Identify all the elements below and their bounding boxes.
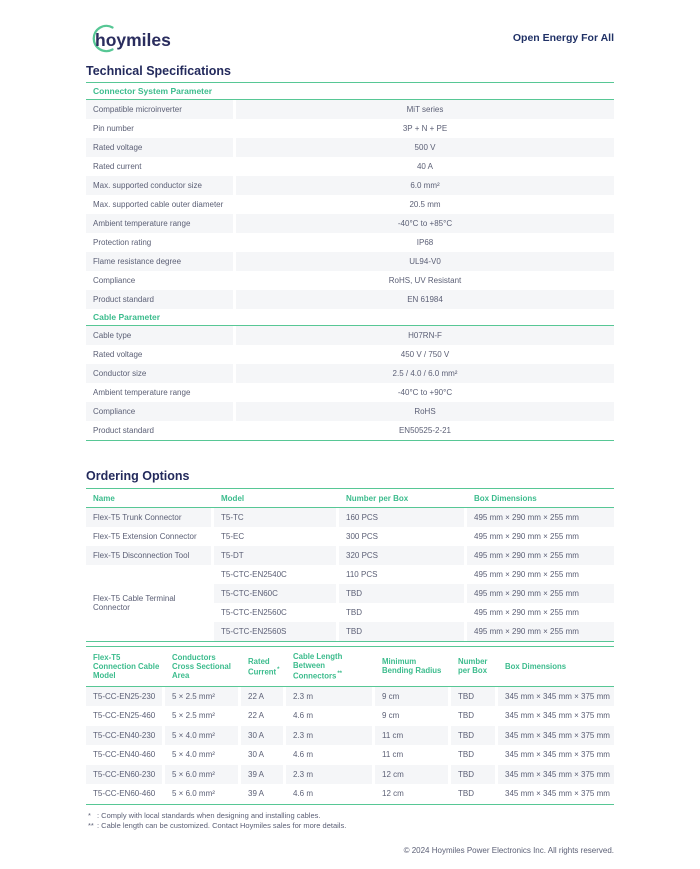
cell-qty: TBD [458, 711, 474, 721]
param-value: RoHS [236, 402, 614, 421]
cell-name: Flex-T5 Trunk Connector [86, 508, 211, 527]
cell-radius: 9 cm [382, 711, 400, 721]
table-row [86, 271, 614, 290]
cell-area: 5 × 6.0 mm² [165, 765, 238, 785]
table-row [86, 176, 614, 195]
cell-current: 39 A [248, 789, 265, 799]
cell-box: 495 mm × 290 mm × 255 mm [474, 608, 579, 617]
param-value: 20.5 mm [409, 200, 441, 209]
table-row [86, 364, 614, 383]
cell-model: T5-CC-EN60-230 [86, 765, 162, 785]
column-header: Minimum Bending Radius [382, 657, 442, 676]
cell-name: Flex-T5 Disconnection Tool [86, 546, 211, 565]
cell-model: T5-CC-EN25-230 [86, 687, 162, 707]
table-row [86, 138, 614, 157]
column-header: Flex-T5 Connection Cable Model [93, 652, 160, 680]
cell-box: 495 mm × 290 mm × 255 mm [467, 508, 614, 527]
cell-current: 22 A [241, 687, 283, 707]
connectors-table-header [86, 489, 614, 508]
param-value: 6.0 mm² [236, 176, 614, 195]
hoymiles-logo [86, 22, 182, 54]
column-header: Number per Box [458, 657, 488, 676]
cell-radius: 11 cm [382, 750, 404, 760]
footnote [86, 821, 614, 832]
param-value: UL94-V0 [236, 252, 614, 271]
cell-box: 495 mm × 290 mm × 255 mm [467, 546, 614, 565]
cell-current: 22 A [248, 711, 265, 721]
cell-radius: 9 cm [375, 687, 448, 707]
cell-qty: 110 PCS [346, 570, 378, 579]
param-label: Ambient temperature range [86, 214, 233, 233]
param-label: Compatible microinverter [86, 100, 233, 119]
table-row [86, 290, 614, 309]
cell-area: 5 × 6.0 mm² [172, 789, 215, 799]
cell-model: T5-CC-EN40-460 [93, 750, 156, 760]
column-header: Model [221, 493, 245, 503]
param-value: MiT series [236, 100, 614, 119]
cell-qty: TBD [339, 622, 464, 641]
cables-table-body [86, 687, 614, 804]
cell-qty: TBD [451, 765, 495, 785]
cell-box: 495 mm × 290 mm × 255 mm [467, 622, 614, 641]
param-value: H07RN-F [236, 326, 614, 345]
param-value: 2.5 / 4.0 / 6.0 mm² [236, 364, 614, 383]
footnote-text: : Cable length can be customized. Contact Hoymiles sales for more details. [97, 821, 347, 831]
footnote [86, 811, 614, 822]
connector-param-table [86, 100, 614, 309]
cable-param-table [86, 326, 614, 440]
param-label: Product standard [86, 290, 233, 309]
cell-area: 5 × 2.5 mm² [165, 687, 238, 707]
cell-model: T5-TC [214, 508, 336, 527]
cell-radius: 12 cm [382, 789, 404, 799]
cables-ordering-table [86, 646, 614, 805]
param-value: IP68 [416, 238, 434, 247]
cell-area: 5 × 4.0 mm² [165, 726, 238, 746]
section-heading-connector: Connector System Parameter [86, 83, 614, 100]
param-label: Rated voltage [86, 138, 233, 157]
cell-qty: 320 PCS [339, 546, 464, 565]
param-value: 40 A [416, 162, 433, 171]
param-label: Ambient temperature range [93, 388, 191, 397]
table-row [86, 421, 614, 440]
cell-model: T5-CC-EN40-230 [86, 726, 162, 746]
column-header: Cable Length Between Connectors** [293, 652, 343, 681]
cell-area: 5 × 2.5 mm² [172, 711, 215, 721]
param-value: -40°C to +85°C [236, 214, 614, 233]
param-value: 3P + N + PE [402, 124, 448, 133]
cell-model: T5-CC-EN60-460 [93, 789, 156, 799]
cell-box: 495 mm × 290 mm × 255 mm [474, 570, 579, 579]
cell-qty: TBD [451, 726, 495, 746]
cell-box: 345 mm × 345 mm × 375 mm [505, 711, 610, 721]
section-heading-cable: Cable Parameter [86, 309, 614, 326]
cell-qty: 160 PCS [339, 508, 464, 527]
table-row [86, 214, 614, 233]
footnote-marker: ** [88, 821, 94, 831]
cell-box: 345 mm × 345 mm × 375 mm [498, 765, 614, 785]
cell-length: 4.6 m [293, 789, 314, 799]
cell-name: Flex-T5 Extension Connector [93, 532, 197, 541]
param-label: Flame resistance degree [86, 252, 233, 271]
cell-radius: 12 cm [375, 765, 448, 785]
column-header: Conductors Cross Sectional Area [172, 652, 231, 680]
param-label: Cable type [86, 326, 233, 345]
cell-qty: TBD [339, 584, 464, 603]
cell-radius: 11 cm [375, 726, 448, 746]
brand-tagline: Open Energy For All [512, 32, 614, 44]
cell-model: T5-CTC-EN2560S [214, 622, 336, 641]
cell-model: T5-EC [221, 532, 245, 541]
column-header: Name [93, 493, 115, 503]
param-label: Rated voltage [93, 350, 143, 359]
connectors-ordering-table [86, 488, 614, 642]
param-value: EN 61984 [236, 290, 614, 309]
tech-specs-title: Technical Specifications [86, 64, 614, 83]
cell-merged-name: Flex-T5 Cable Terminal Connector [93, 594, 176, 612]
cell-qty: TBD [451, 687, 495, 707]
param-label: Compliance [93, 276, 136, 285]
cell-qty: TBD [346, 608, 362, 617]
cell-box: 495 mm × 290 mm × 255 mm [467, 584, 614, 603]
table-row [86, 326, 614, 345]
table-row [86, 157, 614, 176]
footnote-marker: ** [337, 671, 342, 677]
column-header: Box Dimensions [474, 493, 537, 503]
param-value: 500 V [236, 138, 614, 157]
table-row [86, 345, 614, 364]
footnote-marker: * [88, 810, 91, 820]
copyright-notice: © 2024 Hoymiles Power Electronics Inc. All rights reserved. [403, 845, 614, 855]
param-label: Pin number [93, 124, 134, 133]
cell-area: 5 × 4.0 mm² [172, 750, 215, 760]
footnote-marker: * [277, 666, 280, 673]
cell-qty: 300 PCS [346, 532, 379, 541]
cell-box: 345 mm × 345 mm × 375 mm [505, 789, 610, 799]
cell-length: 4.6 m [293, 750, 314, 760]
table-row [86, 119, 614, 138]
logo-wordmark: hoymiles [95, 30, 171, 50]
param-label: Product standard [93, 426, 154, 435]
ordering-options-title: Ordering Options [86, 469, 190, 483]
param-label: Max. supported cable outer diameter [93, 200, 224, 209]
param-label: Protection rating [93, 238, 152, 247]
table-row [86, 402, 614, 421]
footnotes [86, 811, 614, 832]
cell-model: T5-CTC-EN2560C [221, 608, 287, 617]
param-value: EN50525-2-21 [398, 426, 452, 435]
param-label: Max. supported conductor size [86, 176, 233, 195]
spec-tables [86, 83, 614, 441]
cell-length: 2.3 m [286, 687, 372, 707]
param-value: -40°C to +90°C [397, 388, 453, 397]
column-header: Rated Current* [248, 656, 280, 677]
cell-current: 30 A [241, 726, 283, 746]
table-row [86, 233, 614, 252]
cell-current: 39 A [241, 765, 283, 785]
cell-model: T5-CTC-EN60C [214, 584, 336, 603]
table-row [86, 100, 614, 119]
cell-qty: TBD [458, 789, 474, 799]
table-row [86, 252, 614, 271]
cell-current: 30 A [248, 750, 265, 760]
cell-qty: TBD [458, 750, 474, 760]
cell-model: T5-CTC-EN2540C [221, 570, 287, 579]
param-label: Compliance [86, 402, 233, 421]
page-header [86, 22, 614, 54]
cell-length: 2.3 m [286, 726, 372, 746]
cables-table-header [86, 647, 614, 687]
cell-model: T5-CC-EN25-460 [93, 711, 156, 721]
cell-length: 2.3 m [286, 765, 372, 785]
param-value: RoHS, UV Resistant [388, 276, 462, 285]
cell-box: 345 mm × 345 mm × 375 mm [498, 726, 614, 746]
column-header: Box Dimensions [505, 661, 567, 671]
param-label: Rated current [93, 162, 142, 171]
param-label: Conductor size [86, 364, 233, 383]
cell-length: 4.6 m [293, 711, 314, 721]
cell-box: 345 mm × 345 mm × 375 mm [505, 750, 610, 760]
param-value: 450 V / 750 V [400, 350, 450, 359]
column-header: Number per Box [346, 493, 409, 503]
cell-model: T5-DT [214, 546, 336, 565]
cell-box: 345 mm × 345 mm × 375 mm [498, 687, 614, 707]
cell-box: 495 mm × 290 mm × 255 mm [474, 532, 579, 541]
footnote-text: : Comply with local standards when designing and installing cables. [97, 810, 321, 820]
table-row [86, 195, 614, 214]
connectors-table-body [86, 508, 614, 641]
table-row [86, 383, 614, 402]
